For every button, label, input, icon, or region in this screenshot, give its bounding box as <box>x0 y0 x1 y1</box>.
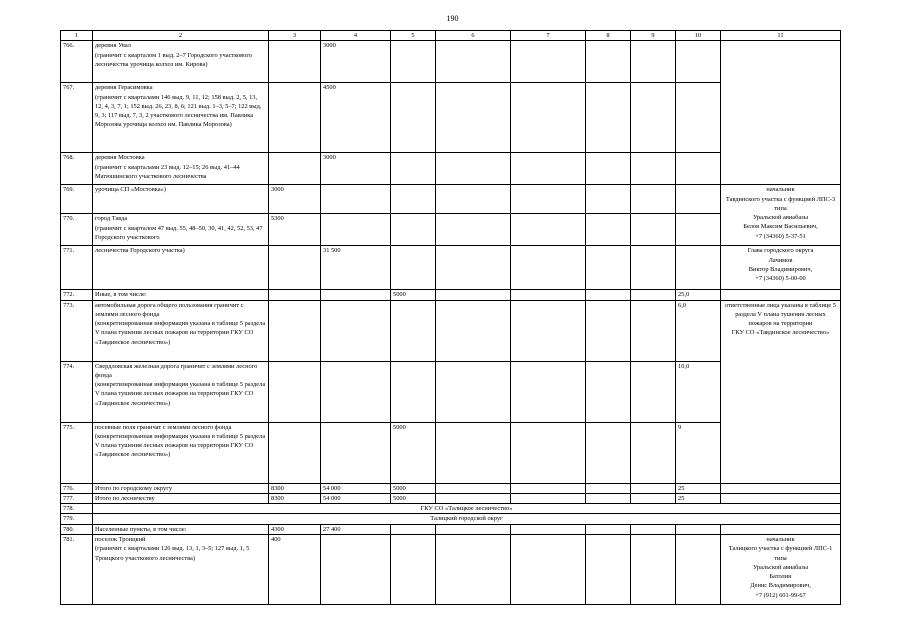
row-number: 771. <box>61 246 93 290</box>
row-number: 773. <box>61 300 93 361</box>
row-number: 774. <box>61 361 93 422</box>
row-number: 776. <box>61 483 93 493</box>
value-cell: 5000 <box>391 483 436 493</box>
responsible-cell: начальник Тавдинского участка с функцией ЛПС-3 типа Уральской авиабазы Белов Максим Васильевич, +7 (34360) 5-37-51 <box>721 185 841 246</box>
value-cell: 5300 <box>269 214 321 246</box>
value-cell: 27 400 <box>321 524 391 534</box>
value-cell: 25,0 <box>676 290 721 300</box>
row-number: 766. <box>61 41 93 83</box>
value-cell: 3000 <box>321 41 391 83</box>
row-number: 781. <box>61 534 93 604</box>
column-header-row <box>61 31 841 41</box>
register-table <box>60 30 841 605</box>
row-number: 768. <box>61 153 93 185</box>
value-cell: 4300 <box>269 524 321 534</box>
row-name: Итого по лесничеству <box>93 493 269 503</box>
row-number: 775. <box>61 422 93 483</box>
value-cell: 10,0 <box>676 361 721 422</box>
table-row <box>61 246 841 290</box>
row-number: 770. <box>61 214 93 246</box>
row-name: урочища СП «Мостовка») <box>93 185 269 214</box>
value-cell: 5000 <box>391 290 436 300</box>
column-header: 2 <box>93 31 269 41</box>
value-cell: 25 <box>676 483 721 493</box>
row-name: Населенные пункты, в том числе: <box>93 524 269 534</box>
column-header: 8 <box>586 31 631 41</box>
value-cell: 25 <box>676 493 721 503</box>
row-name: деревня Увал (граничит с кварталом 1 выд. 2–7 Городского участкового лесничества урочища колхоз им. Кирова) <box>93 41 269 83</box>
column-header: 5 <box>391 31 436 41</box>
row-number: 772. <box>61 290 93 300</box>
value-cell: 400 <box>269 534 321 604</box>
table-row <box>61 185 841 214</box>
table-row <box>61 41 841 83</box>
row-number: 778. <box>61 504 93 514</box>
column-header: 6 <box>436 31 511 41</box>
row-name: автомобильная дорога общего пользования граничит с землями лесного фонда (конкретизированная информация указана в таблице 5 раздела V плана тушения лесных пожаров на территории ГКУ СО «Тавдинское лесничество») <box>93 300 269 361</box>
column-header: 1 <box>61 31 93 41</box>
row-name: Свердловская железная дорога граничит с землями лесного фонда (конкретизированная информация указана в таблице 5 раздела V плана тушения лесных пожаров на территории ГКУ СО «Тавдинское лесничество») <box>93 361 269 422</box>
row-name: поселок Троицкий (граничит с кварталами 126 выд. 13, 1, 3–5; 127 выд. 1, 5 Троицкого участкового лесничества) <box>93 534 269 604</box>
value-cell: 54 000 <box>321 493 391 503</box>
row-name: Итого по городскому округу <box>93 483 269 493</box>
column-header: 10 <box>676 31 721 41</box>
row-number: 777. <box>61 493 93 503</box>
value-cell: 4500 <box>321 83 391 153</box>
row-number: 767. <box>61 83 93 153</box>
table-row <box>61 504 841 514</box>
row-name: город Тавда (граничит с кварталом 47 выд. 55, 48–50, 30, 41, 42, 52, 53, 47 Городского участкового <box>93 214 269 246</box>
table-row <box>61 483 841 493</box>
column-header: 4 <box>321 31 391 41</box>
value-cell: 8300 <box>269 493 321 503</box>
row-name: посевные поля граничат с землями лесного фонда (конкретизированная информация указана в таблице 5 раздела V плана тушения лесных пожаров на территории ГКУ СО «Тавдинское лесничество») <box>93 422 269 483</box>
column-header: 7 <box>511 31 586 41</box>
column-header: 9 <box>631 31 676 41</box>
value-cell: 9 <box>676 422 721 483</box>
table-row <box>61 524 841 534</box>
row-name: деревня Герасимовка (граничит с кварталами 146 выд. 9, 11, 12; 158 выд. 2, 5, 13, 12, 4, 3, 7, 1; 152 выд. 26, 23, 8, 6; 121 выд. 1–3, 5–7; 122 выд. 9, 3; 117 выд. 7, 3, 2 участкового лесничества им. Павлика Морозова урочища колхоз им. Павлика Морозова) <box>93 83 269 153</box>
row-name: лесничества Городского участка) <box>93 246 269 290</box>
value-cell: 3000 <box>269 185 321 214</box>
table-row <box>61 514 841 524</box>
table-row <box>61 290 841 300</box>
row-number: 769. <box>61 185 93 214</box>
value-cell: 54 000 <box>321 483 391 493</box>
section-heading: ГКУ СО «Талицкое лесничество» <box>93 504 841 514</box>
value-cell: 31 500 <box>321 246 391 290</box>
row-number: 779. <box>61 514 93 524</box>
responsible-cell: начальник Талицкого участка с функцией ЛПС-1 типа Уральской авиабазы Батолин Денис Владимирович, +7 (912) 601-99-67 <box>721 534 841 604</box>
row-name: Иные, в том числе: <box>93 290 269 300</box>
row-name: деревня Мостовка (граничит с кварталами 23 выд. 12–15; 26 выд. 41–44 Матюшинского участкового лесничества <box>93 153 269 185</box>
value-cell: 5000 <box>391 422 436 483</box>
responsible-cell: ответственные лица указаны в таблице 5 раздела V плана тушения лесных пожаров на территории ГКУ СО «Тавдинское лесничество» <box>721 300 841 483</box>
value-cell: 6,0 <box>676 300 721 361</box>
value-cell: 8300 <box>269 483 321 493</box>
row-number: 780. <box>61 524 93 534</box>
table-row <box>61 493 841 503</box>
responsible-cell: Глава городского округа Лачимов Виктор Владимирович, +7 (34360) 5-00-00 <box>721 246 841 290</box>
page-number: 190 <box>446 14 459 23</box>
column-header: 3 <box>269 31 321 41</box>
value-cell: 5000 <box>391 493 436 503</box>
section-heading: Талицкий городской округ <box>93 514 841 524</box>
column-header: 11 <box>721 31 841 41</box>
value-cell: 3000 <box>321 153 391 185</box>
table-row <box>61 534 841 604</box>
table-row <box>61 300 841 361</box>
